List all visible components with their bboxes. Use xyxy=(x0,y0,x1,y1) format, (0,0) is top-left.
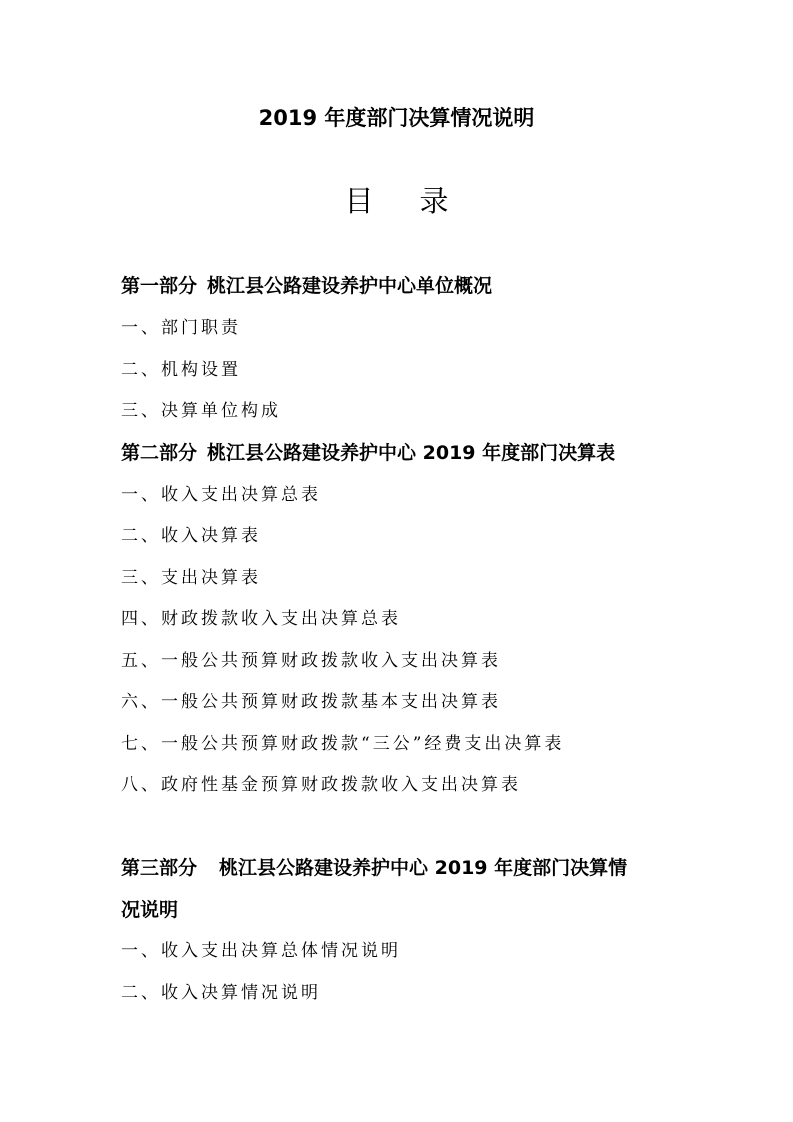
part3-label: 第三部分 xyxy=(121,857,198,879)
toc-item: 六、一般公共预算财政拨款基本支出决算表 xyxy=(121,692,501,712)
part3-title-line2: 况说明 xyxy=(121,899,179,921)
toc-item: 二、收入决算情况说明 xyxy=(121,983,321,1003)
part3-title-line1: 桃江县公路建设养护中心 2019 年度部门决算情 xyxy=(219,857,628,879)
toc-heading: 目录 xyxy=(344,184,495,218)
part1-title: 桃江县公路建设养护中心单位概况 xyxy=(207,275,493,297)
toc-item: 一、收入支出决算总体情况说明 xyxy=(121,941,401,961)
toc-item: 三、支出决算表 xyxy=(121,568,261,588)
toc-item: 七、一般公共预算财政拨款“三公”经费支出决算表 xyxy=(121,734,565,754)
toc-item: 二、收入决算表 xyxy=(121,526,261,546)
toc-item: 一、部门职责 xyxy=(121,318,241,338)
part1-label: 第一部分 xyxy=(121,275,198,297)
part1-heading xyxy=(121,273,492,299)
part2-title: 桃江县公路建设养护中心 2019 年度部门决算表 xyxy=(207,442,616,464)
toc-item: 四、财政拨款收入支出决算总表 xyxy=(121,609,401,629)
document-title: 2019 年度部门决算情况说明 xyxy=(258,106,535,130)
toc-item: 八、政府性基金预算财政拨款收入支出决算表 xyxy=(121,775,521,795)
part3-heading xyxy=(121,855,627,881)
part2-label: 第二部分 xyxy=(121,442,198,464)
part2-heading xyxy=(121,440,615,466)
toc-item: 二、机构设置 xyxy=(121,360,241,380)
toc-item: 五、一般公共预算财政拨款收入支出决算表 xyxy=(121,651,501,671)
toc-item: 一、收入支出决算总表 xyxy=(121,485,321,505)
toc-item: 三、决算单位构成 xyxy=(121,401,281,421)
